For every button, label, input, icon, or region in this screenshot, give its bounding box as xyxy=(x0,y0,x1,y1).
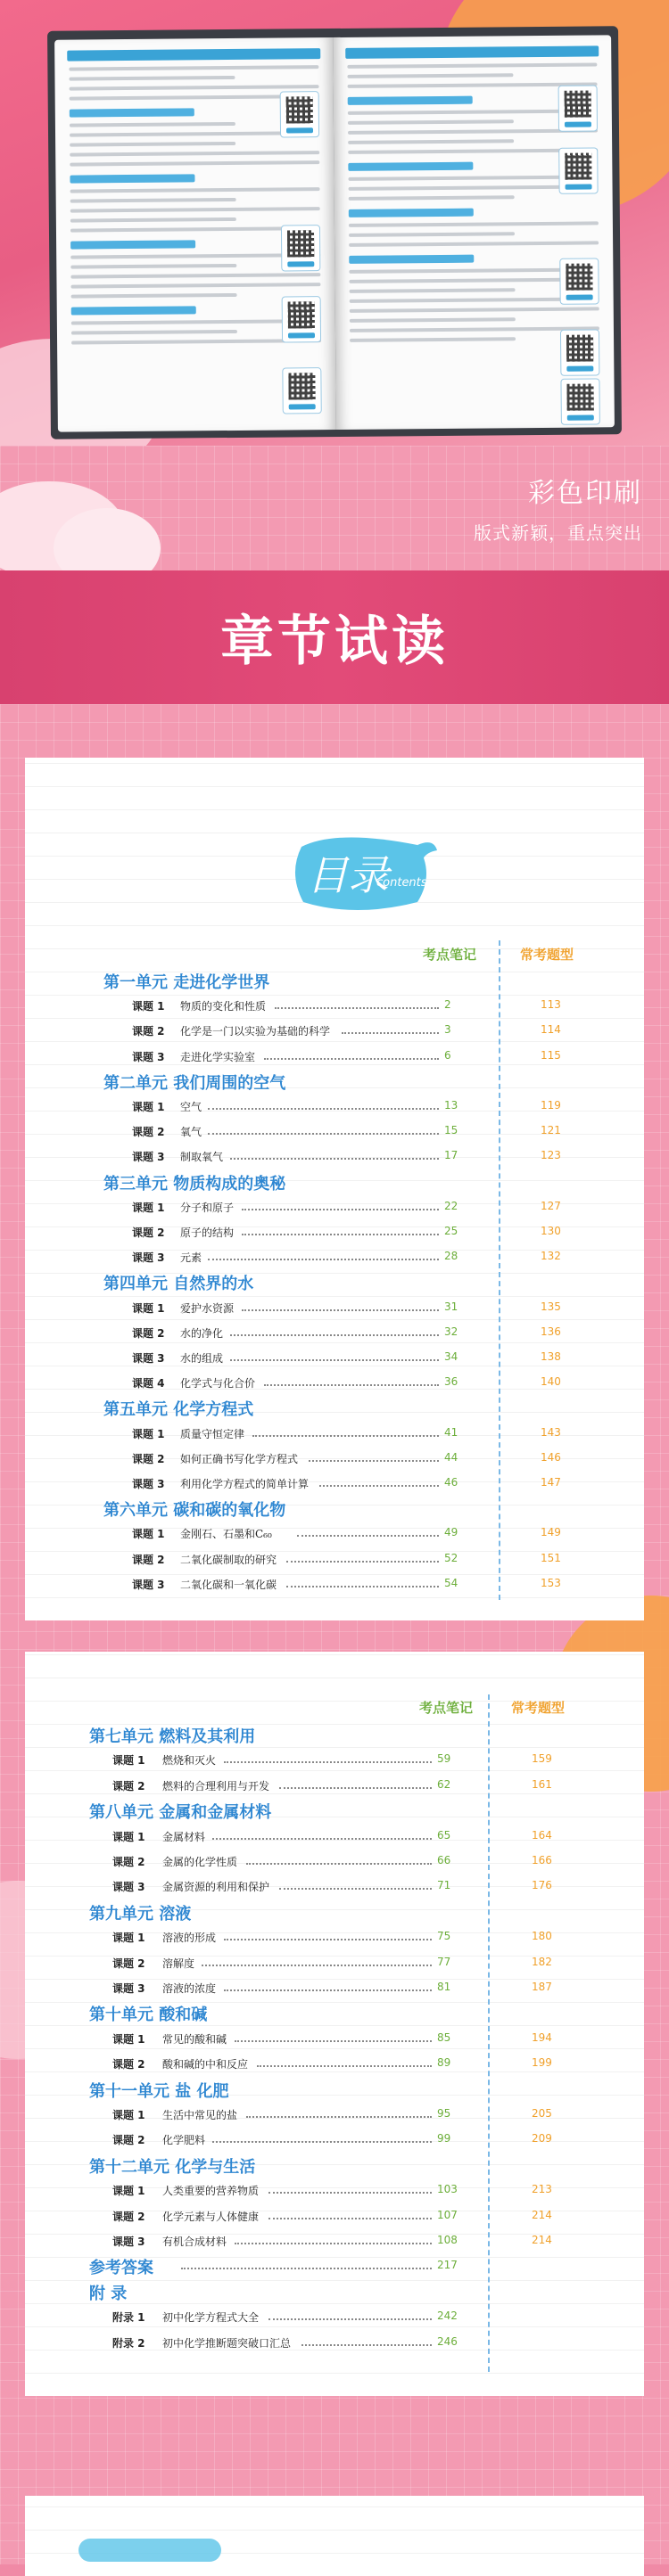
toc-lesson-label: 课题 3 xyxy=(132,1251,165,1265)
toc-exam-page: 138 xyxy=(541,1350,561,1363)
toc-unit-row xyxy=(25,1396,644,1420)
toc-lesson-title: 化学式与化合价 xyxy=(180,1377,256,1391)
toc-note-page: 77 xyxy=(437,1955,451,1968)
toc-lesson-label: 课题 1 xyxy=(132,1201,165,1214)
toc-unit-row xyxy=(25,1070,644,1091)
toc-lesson-row xyxy=(25,1245,644,1267)
toc-lesson-title: 金刚石、石墨和C₆₀ xyxy=(180,1528,272,1541)
toc-note-page: 65 xyxy=(437,1828,451,1842)
toc-unit-title: 第六单元 碳和碳的氧化物 xyxy=(103,1501,286,1521)
toc-unit-title: 第七单元 燃料及其利用 xyxy=(89,1727,256,1746)
qr-code-icon xyxy=(282,296,321,342)
toc-lesson-row xyxy=(25,2052,644,2073)
leader-dots xyxy=(268,2318,433,2320)
toc-exam-page: 136 xyxy=(541,1325,561,1338)
toc-unit-row xyxy=(25,2254,644,2276)
toc-exam-page: 143 xyxy=(541,1425,561,1439)
leader-dots xyxy=(202,1965,433,1966)
toc-exam-page: 123 xyxy=(541,1149,561,1162)
leader-dots xyxy=(275,1007,439,1009)
toc-logo-sub: contents xyxy=(376,876,427,890)
toc-lesson-row xyxy=(25,1774,644,1795)
toc-unit-row xyxy=(25,2001,644,2025)
leader-dots xyxy=(235,2243,432,2244)
toc-lesson-label: 课题 2 xyxy=(132,1452,165,1465)
toc-note-page: 28 xyxy=(444,1250,458,1263)
toc-unit-row xyxy=(25,969,644,990)
toc-lesson-label: 课题 1 xyxy=(112,2032,145,2046)
toc-exam-page: 153 xyxy=(541,1576,561,1589)
toc-lesson-title: 元素 xyxy=(180,1251,202,1265)
toc-lesson-label: 课题 1 xyxy=(132,1000,165,1013)
toc-unit-title: 第三单元 物质构成的奥秘 xyxy=(103,1174,286,1194)
toc-lesson-label: 课题 3 xyxy=(132,1050,165,1063)
toc-exam-page: 151 xyxy=(541,1551,561,1564)
toc-exam-page: 113 xyxy=(541,998,561,1012)
toc-note-page: 89 xyxy=(437,2056,451,2070)
toc-lesson-label: 附录 1 xyxy=(112,2311,145,2325)
toc-lesson-label: 课题 1 xyxy=(132,1528,165,1541)
toc-lesson-row xyxy=(25,2103,644,2124)
toc-lesson-title: 空气 xyxy=(180,1101,202,1113)
toc-lesson-row xyxy=(25,2331,644,2352)
book-right-page xyxy=(333,35,615,430)
toc-note-page: 217 xyxy=(437,2259,458,2272)
banner-title: 章节试读 xyxy=(220,611,449,673)
leader-dots xyxy=(246,1863,433,1865)
book-left-page xyxy=(54,37,336,432)
toc-lesson-label: 课题 3 xyxy=(132,1578,165,1591)
toc-unit-title: 第二单元 我们周围的空气 xyxy=(103,1073,286,1093)
toc-note-page: 59 xyxy=(437,1752,451,1766)
toc-lesson-row xyxy=(25,2305,644,2326)
book-photo xyxy=(0,0,669,446)
toc-exam-page: 115 xyxy=(541,1048,561,1062)
toc-lesson-row xyxy=(25,1422,644,1443)
toc-lesson-row xyxy=(25,1850,644,1871)
toc-lesson-label: 课题 1 xyxy=(112,2109,145,2121)
toc-note-page: 75 xyxy=(437,1930,451,1943)
toc-lesson-title: 二氧化碳制取的研究 xyxy=(180,1553,277,1566)
col-head-note: 考点笔记 xyxy=(419,1700,474,1716)
toc-unit-title: 第十单元 酸和碱 xyxy=(89,2006,208,2025)
qr-code-icon xyxy=(559,258,599,304)
toc-note-page: 95 xyxy=(437,2107,451,2120)
leader-dots xyxy=(181,2268,432,2269)
toc-unit-title: 第十一单元 盐 化肥 xyxy=(89,2081,229,2101)
toc-lesson-label: 课题 2 xyxy=(112,1779,145,1793)
toc-note-page: 246 xyxy=(437,2334,458,2348)
leader-dots xyxy=(224,1989,433,1991)
toc-lesson-label: 课题 2 xyxy=(112,2210,145,2223)
toc-note-page: 107 xyxy=(437,2208,458,2221)
toc-exam-page: 213 xyxy=(532,2183,552,2196)
toc-unit-title: 第十二单元 化学与生活 xyxy=(89,2157,256,2177)
toc-lesson-row xyxy=(25,1019,644,1040)
leader-dots xyxy=(235,2040,432,2042)
toc-lesson-title: 水的组成 xyxy=(180,1352,224,1365)
leader-dots xyxy=(242,1234,440,1235)
toc-note-page: 25 xyxy=(444,1225,458,1237)
toc-lesson-title: 水的净化 xyxy=(180,1326,224,1340)
leader-dots xyxy=(268,2192,433,2194)
toc-exam-page: 176 xyxy=(532,1879,552,1892)
toc-lesson-label: 课题 2 xyxy=(112,2134,145,2147)
toc-lesson-title: 初中化学推断题突破口汇总 xyxy=(162,2336,292,2350)
toc-exam-page: 166 xyxy=(532,1854,552,1866)
toc-lesson-row xyxy=(25,2229,644,2251)
leader-dots xyxy=(242,1209,440,1210)
leader-dots xyxy=(301,2344,432,2346)
toc-lesson-label: 课题 3 xyxy=(132,1478,165,1490)
toc-lesson-label: 课题 3 xyxy=(112,2236,145,2248)
toc-lesson-title: 如何正确书写化学方程式 xyxy=(180,1452,299,1465)
toc-unit-title: 第五单元 化学方程式 xyxy=(103,1400,254,1420)
toc-lesson-label: 课题 2 xyxy=(112,1856,145,1868)
toc-note-page: 36 xyxy=(444,1375,458,1389)
toc-unit-title: 附 录 xyxy=(89,2284,128,2303)
toc-unit-title: 第八单元 金属和金属材料 xyxy=(89,1803,272,1823)
qr-code-icon xyxy=(560,329,599,375)
toc-note-page: 242 xyxy=(437,2309,458,2323)
toc-lesson-title: 金属材料 xyxy=(162,1830,206,1843)
toc-lesson-label: 课题 3 xyxy=(112,1982,145,1995)
toc-exam-page: 146 xyxy=(541,1450,561,1464)
toc-lesson-row xyxy=(25,1220,644,1242)
toc-lesson-label: 课题 1 xyxy=(112,2185,145,2198)
toc-note-page: 85 xyxy=(437,2030,451,2044)
toc-lesson-title: 金属资源的利用和保护 xyxy=(162,1881,270,1894)
toc-lesson-label: 课题 2 xyxy=(112,1957,145,1970)
leader-dots xyxy=(279,1787,432,1789)
slogan xyxy=(474,471,642,545)
toc-note-page: 6 xyxy=(444,1048,451,1062)
toc-lesson-label: 课题 2 xyxy=(132,1025,165,1038)
toc-lesson-title: 酸和碱的中和反应 xyxy=(162,2058,249,2071)
toc-note-page: 46 xyxy=(444,1476,458,1489)
toc-lesson-title: 制取氧气 xyxy=(180,1151,224,1164)
toc-lesson-row xyxy=(25,1472,644,1493)
toc-lesson-row xyxy=(25,1976,644,1998)
toc-exam-page: 182 xyxy=(532,1955,552,1968)
toc-lesson-title: 化学肥料 xyxy=(162,2134,206,2147)
leader-dots xyxy=(286,1561,440,1563)
toc-lesson-label: 课题 3 xyxy=(132,1352,165,1365)
toc-note-page: 66 xyxy=(437,1854,451,1866)
toc-lesson-row xyxy=(25,1547,644,1569)
toc-unit-row xyxy=(25,2154,644,2175)
qr-code-icon xyxy=(280,91,319,137)
toc-lesson-label: 课题 1 xyxy=(112,1932,145,1945)
qr-code-icon xyxy=(558,85,598,131)
toc-exam-page: 164 xyxy=(532,1828,552,1842)
toc-note-page: 31 xyxy=(444,1300,458,1313)
toc-note-page: 99 xyxy=(437,2132,451,2145)
col-head-exam: 常考题型 xyxy=(511,1700,566,1716)
leader-dots xyxy=(212,2141,432,2143)
toc-lesson-label: 课题 2 xyxy=(112,2058,145,2071)
toc-exam-page: 159 xyxy=(532,1752,552,1766)
toc-lesson-label: 附录 2 xyxy=(112,2336,145,2350)
toc-lesson-row xyxy=(25,1951,644,1973)
toc-lesson-label: 课题 3 xyxy=(112,1881,145,1894)
toc-note-page: 3 xyxy=(444,1023,451,1037)
leader-dots xyxy=(264,1384,440,1386)
leader-dots xyxy=(212,1838,432,1840)
toc-lesson-title: 溶解度 xyxy=(162,1957,195,1970)
toc-note-page: 32 xyxy=(444,1325,458,1338)
leader-dots xyxy=(230,1359,439,1361)
toc-lesson-title: 氧气 xyxy=(180,1126,202,1139)
toc-lesson-label: 课题 4 xyxy=(132,1377,165,1391)
toc-lesson-row xyxy=(25,1195,644,1217)
toc-lesson-title: 初中化学方程式大全 xyxy=(162,2311,260,2325)
leader-dots xyxy=(208,1133,439,1135)
toc-unit-row xyxy=(25,1170,644,1192)
toc-note-page: 34 xyxy=(444,1350,458,1363)
toc-note-page: 54 xyxy=(444,1576,458,1589)
toc-lesson-label: 课题 2 xyxy=(132,1126,165,1139)
col-head-exam: 常考题型 xyxy=(520,947,574,963)
slogan-line2: 版式新颖，重点突出 xyxy=(474,522,642,544)
toc-lesson-title: 人类重要的营养物质 xyxy=(162,2185,260,2198)
decor-label xyxy=(78,2539,221,2562)
toc-unit-row xyxy=(25,2078,644,2099)
toc-note-page: 71 xyxy=(437,1879,451,1892)
toc-lesson-row xyxy=(25,1748,644,1769)
leader-dots xyxy=(252,1435,439,1437)
toc-lesson-title: 二氧化碳和一氧化碳 xyxy=(180,1578,277,1591)
toc-lesson-title: 利用化学方程式的简单计算 xyxy=(180,1478,310,1490)
toc-lesson-title: 溶液的浓度 xyxy=(162,1982,217,1995)
toc-exam-page: 132 xyxy=(541,1250,561,1263)
toc-lesson-row xyxy=(25,2178,644,2200)
toc-lesson-row xyxy=(25,1522,644,1543)
toc-exam-page: 199 xyxy=(532,2056,552,2070)
toc-unit-row xyxy=(25,1900,644,1922)
toc-exam-page: 205 xyxy=(532,2107,552,2120)
toc-lesson-title: 金属的化学性质 xyxy=(162,1856,238,1868)
toc-lesson-label: 课题 2 xyxy=(132,1226,165,1239)
toc-lesson-title: 化学是一门以实验为基础的科学 xyxy=(180,1025,331,1038)
toc-lesson-label: 课题 1 xyxy=(112,1830,145,1843)
toc-exam-page: 135 xyxy=(541,1300,561,1313)
toc-lesson-label: 课题 1 xyxy=(132,1427,165,1440)
toc-note-page: 103 xyxy=(437,2183,458,2196)
leader-dots xyxy=(246,2116,433,2118)
toc-lesson-row xyxy=(25,1371,644,1392)
leader-dots xyxy=(297,1535,439,1537)
toc-lesson-row xyxy=(25,1296,644,1317)
leader-dots xyxy=(230,1334,439,1336)
toc-note-page: 13 xyxy=(444,1099,458,1112)
toc-page-2 xyxy=(25,1652,644,2396)
leader-dots xyxy=(257,2065,432,2067)
toc-lesson-title: 有机合成材料 xyxy=(162,2236,227,2248)
toc-lesson-label: 课题 2 xyxy=(132,1553,165,1566)
toc-exam-page: 130 xyxy=(541,1225,561,1237)
toc-lesson-title: 化学元素与人体健康 xyxy=(162,2210,260,2223)
toc-lesson-title: 原子的结构 xyxy=(180,1226,235,1239)
toc-note-page: 41 xyxy=(444,1425,458,1439)
toc-lesson-title: 常见的酸和碱 xyxy=(162,2032,227,2046)
qr-code-icon xyxy=(282,367,321,414)
toc-lesson-row xyxy=(25,1045,644,1066)
toc-lesson-row xyxy=(25,1925,644,1947)
toc-exam-page: 114 xyxy=(541,1023,561,1037)
toc-exam-page: 149 xyxy=(541,1526,561,1539)
toc-note-page: 22 xyxy=(444,1199,458,1212)
leader-dots xyxy=(309,1460,440,1462)
toc-lesson-row xyxy=(25,2128,644,2149)
toc-note-page: 81 xyxy=(437,1981,451,1993)
leader-dots xyxy=(208,1108,439,1110)
toc-lesson-row xyxy=(25,2027,644,2048)
toc-exam-page: 119 xyxy=(541,1099,561,1112)
col-head-note: 考点笔记 xyxy=(423,947,477,963)
toc-page-1 xyxy=(25,758,644,1620)
toc-lesson-row xyxy=(25,1321,644,1342)
leader-dots xyxy=(264,1058,440,1060)
toc-lesson-title: 燃料的合理利用与开发 xyxy=(162,1779,270,1793)
toc-lesson-row xyxy=(25,1144,644,1166)
toc-exam-page: 140 xyxy=(541,1375,561,1389)
leader-dots xyxy=(230,1158,439,1160)
toc-exam-page: 214 xyxy=(532,2208,552,2221)
toc-exam-page: 147 xyxy=(541,1476,561,1489)
toc-lesson-row xyxy=(25,1572,644,1594)
toc-lesson-label: 课题 3 xyxy=(132,1151,165,1164)
toc-lesson-label: 课题 1 xyxy=(132,1301,165,1315)
toc-unit-title: 参考答案 xyxy=(89,2259,153,2278)
toc-note-page: 15 xyxy=(444,1124,458,1137)
toc-exam-page: 209 xyxy=(532,2132,552,2145)
toc-unit-row xyxy=(25,1497,644,1521)
leader-dots xyxy=(319,1485,439,1487)
toc-lesson-row xyxy=(25,1875,644,1896)
toc-unit-row xyxy=(25,1799,644,1823)
toc-unit-row xyxy=(25,1723,644,1744)
toc-lesson-row xyxy=(25,2204,644,2226)
leader-dots xyxy=(208,1259,439,1260)
leader-dots xyxy=(224,1939,433,1940)
slogan-line1: 彩色印刷 xyxy=(528,478,642,509)
open-book-image xyxy=(47,26,622,439)
leader-dots xyxy=(242,1309,440,1311)
toc-lesson-title: 走进化学实验室 xyxy=(180,1050,256,1063)
toc-logo-text: 目录 xyxy=(307,851,389,899)
leader-dots xyxy=(268,2218,433,2219)
qr-code-icon xyxy=(281,225,320,271)
toc-lesson-title: 燃烧和灭火 xyxy=(162,1754,217,1768)
toc-exam-page: 161 xyxy=(532,1777,552,1791)
toc-exam-page: 121 xyxy=(541,1124,561,1137)
toc-logo xyxy=(284,829,444,918)
toc-exam-page: 214 xyxy=(532,2234,552,2246)
toc-lesson-label: 课题 2 xyxy=(132,1326,165,1340)
toc-lesson-row xyxy=(25,1095,644,1116)
toc-note-page: 52 xyxy=(444,1551,458,1564)
toc-lesson-title: 溶液的形成 xyxy=(162,1932,217,1945)
toc-note-page: 17 xyxy=(444,1149,458,1162)
toc-lesson-row xyxy=(25,994,644,1015)
toc-lesson-title: 质量守恒定律 xyxy=(180,1427,245,1440)
toc-lesson-row xyxy=(25,1346,644,1367)
leader-dots xyxy=(224,1761,433,1763)
toc-exam-page: 194 xyxy=(532,2030,552,2044)
toc-unit-title: 第九单元 溶液 xyxy=(89,1904,192,1924)
toc-unit-title: 第四单元 自然界的水 xyxy=(103,1275,254,1294)
qr-code-icon xyxy=(560,378,599,424)
qr-code-icon xyxy=(558,147,598,193)
toc-note-page: 2 xyxy=(444,998,451,1012)
toc-exam-page: 127 xyxy=(541,1199,561,1212)
toc-lesson-title: 生活中常见的盐 xyxy=(162,2109,238,2121)
toc-unit-title: 第一单元 走进化学世界 xyxy=(103,973,270,992)
toc-note-page: 44 xyxy=(444,1450,458,1464)
toc-unit-row xyxy=(25,2280,644,2301)
section-banner xyxy=(0,570,669,704)
toc-note-page: 49 xyxy=(444,1526,458,1539)
toc-lesson-title: 物质的变化和性质 xyxy=(180,1000,267,1013)
toc-lesson-row xyxy=(25,1825,644,1846)
toc-exam-page: 187 xyxy=(532,1981,552,1993)
toc-lesson-title: 分子和原子 xyxy=(180,1201,235,1214)
toc-lesson-title: 爱护水资源 xyxy=(180,1301,235,1315)
toc-lesson-row xyxy=(25,1447,644,1468)
toc-lesson-label: 课题 1 xyxy=(132,1101,165,1113)
toc-exam-page: 180 xyxy=(532,1930,552,1943)
leader-dots xyxy=(286,1586,440,1587)
toc-lesson-row xyxy=(25,1120,644,1141)
toc-unit-row xyxy=(25,1270,644,1292)
toc-note-page: 62 xyxy=(437,1777,451,1791)
leader-dots xyxy=(279,1888,432,1890)
leader-dots xyxy=(342,1032,439,1034)
toc-lesson-label: 课题 1 xyxy=(112,1754,145,1768)
toc-note-page: 108 xyxy=(437,2234,458,2246)
